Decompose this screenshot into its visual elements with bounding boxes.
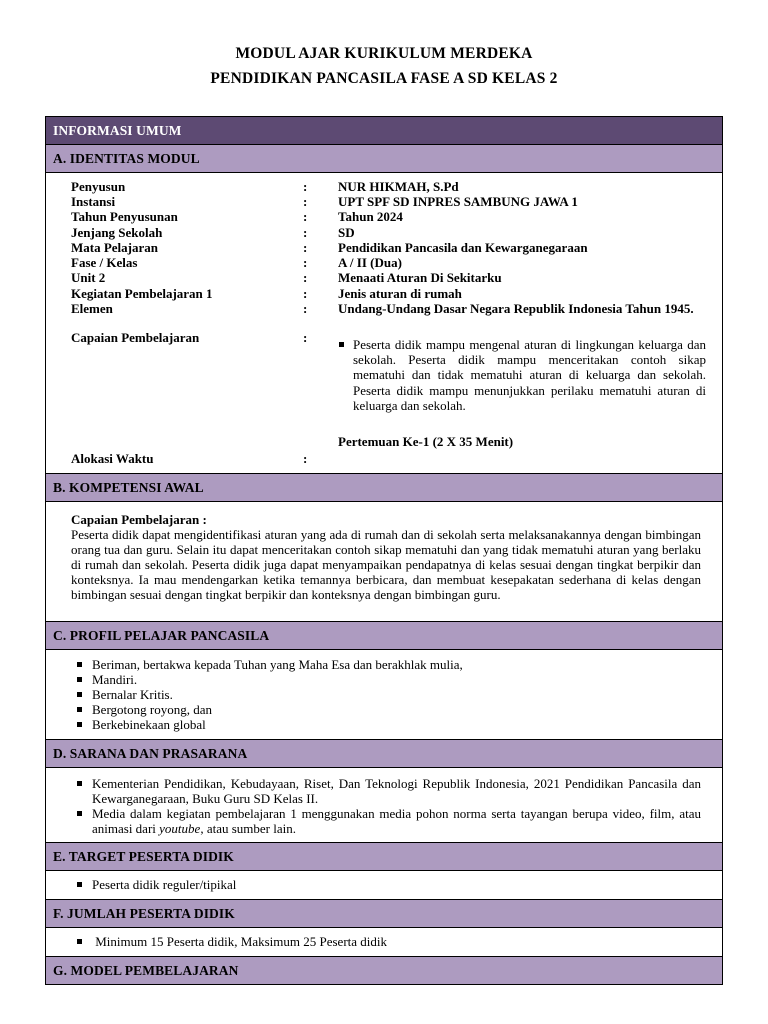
identity-value: Undang-Undang Dasar Negara Republik Indonesia Tahun 1945. — [338, 301, 694, 316]
identity-value: Tahun 2024 — [338, 209, 403, 224]
jumlah-peserta-box — [46, 928, 722, 957]
colon: : — [303, 255, 308, 270]
kompetensi-paragraph: Peserta didik dapat mengidentifikasi aturan yang ada di rumah dan di sekolah serta melaksanakannya dengan bimbingan orang tua dan guru. Selain itu dapat menceritakan contoh sikap mematuhi dan yang tidak mematuhi aturan yang berlaku di rumah dan sekolah. Peserta didik juga dapat menyampaikan pendapatnya di kelas sesuai dengan tingkat berpikir dan konteksnya. Ia mau mendengarkan ketika temannya berbicara, dan membuat kesepakatan sederhana di kelas dengan bimbingan sesuai dengan tingkat berpikir dan konteksnya dengan bimbingan guru. — [71, 527, 701, 602]
identity-value: Pendidikan Pancasila dan Kewarganegaraan — [338, 240, 588, 255]
target-peserta-box — [46, 871, 722, 900]
bullet-square-icon — [77, 692, 82, 697]
sarana-list — [71, 776, 701, 836]
colon: : — [303, 240, 308, 255]
document-title-line-1: MODUL AJAR KURIKULUM MERDEKA — [235, 45, 533, 62]
identity-value: Menaati Aturan Di Sekitarku — [338, 270, 502, 285]
colon: : — [303, 286, 308, 301]
bullet-square-icon — [77, 677, 82, 682]
bullet-square-icon — [77, 781, 82, 786]
module-table — [45, 116, 723, 985]
colon: : — [303, 270, 308, 285]
identity-label: Mata Pelajaran — [71, 240, 159, 255]
identity-label: Jenjang Sekolah — [71, 225, 163, 240]
colon: : — [303, 451, 308, 466]
profil-list — [71, 657, 701, 732]
list-item: Mandiri. — [71, 672, 701, 687]
section-header-identitas-modul: A. IDENTITAS MODUL — [46, 145, 722, 173]
bullet-square-icon — [339, 342, 344, 347]
colon: : — [303, 330, 308, 345]
identity-label: Tahun Penyusunan — [71, 209, 178, 224]
list-item: Media dalam kegiatan pembelajaran 1 menggunakan media pohon norma serta tayangan berupa video, film, atau animasi dari youtube, atau sumber lain. — [71, 806, 701, 836]
identity-label: Instansi — [71, 194, 116, 209]
capaian-list — [338, 337, 706, 413]
section-header-model-pembelajaran: G. MODEL PEMBELAJARAN — [46, 957, 722, 985]
colon: : — [303, 225, 308, 240]
section-header-informasi-umum: INFORMASI UMUM — [46, 117, 722, 145]
section-header-jumlah-peserta: F. JUMLAH PESERTA DIDIK — [46, 900, 722, 928]
pertemuan-text: Pertemuan Ke-1 (2 X 35 Menit) — [338, 434, 514, 449]
identity-label: Kegiatan Pembelajaran 1 — [71, 286, 213, 301]
list-item: Minimum 15 Peserta didik, Maksimum 25 Peserta didik — [71, 934, 701, 949]
alokasi-waktu-label: Alokasi Waktu — [71, 451, 154, 466]
identity-value: Jenis aturan di rumah — [338, 286, 462, 301]
identity-value: UPT SPF SD INPRES SAMBUNG JAWA 1 — [338, 194, 578, 209]
colon: : — [303, 194, 308, 209]
list-item: Kementerian Pendidikan, Kebudayaan, Riset, Dan Teknologi Republik Indonesia, 2021 Pendidikan Pancasila dan Kewarganegaraan, Buku Guru SD Kelas II. — [71, 776, 701, 806]
capaian-pembelajaran-label: Capaian Pembelajaran — [71, 330, 200, 345]
bullet-square-icon — [77, 722, 82, 727]
bullet-square-icon — [77, 707, 82, 712]
section-header-sarana-prasarana: D. SARANA DAN PRASARANA — [46, 740, 722, 768]
identity-label: Penyusun — [71, 179, 126, 194]
section-header-profil-pelajar: C. PROFIL PELAJAR PANCASILA — [46, 622, 722, 650]
list-item: Peserta didik mampu mengenal aturan di lingkungan keluarga dan sekolah. Peserta didik mampu menceritakan contoh sikap mematuhi dan tidak mematuhi aturan di keluarga dan sekolah. Peserta didik mampu menunjukkan perilaku mematuhi aturan di keluarga dan sekolah. — [338, 337, 706, 413]
sarana-prasarana-box — [46, 768, 722, 843]
profil-pelajar-box — [46, 650, 722, 740]
list-item: Peserta didik reguler/tipikal — [71, 877, 701, 892]
list-item: Berkebinekaan global — [71, 717, 701, 732]
list-item: Beriman, bertakwa kepada Tuhan yang Maha Esa dan berakhlak mulia, — [71, 657, 701, 672]
capaian-subheading: Capaian Pembelajaran : — [71, 512, 207, 527]
identity-value: SD — [338, 225, 355, 240]
section-header-target-peserta: E. TARGET PESERTA DIDIK — [46, 843, 722, 871]
document-title-line-2: PENDIDIKAN PANCASILA FASE A SD KELAS 2 — [210, 70, 558, 87]
identity-value: A / II (Dua) — [338, 255, 402, 270]
list-item: Bergotong royong, dan — [71, 702, 701, 717]
identitas-modul-box — [46, 173, 722, 474]
colon: : — [303, 301, 308, 316]
identity-label: Unit 2 — [71, 270, 106, 285]
bullet-square-icon — [77, 882, 82, 887]
section-header-kompetensi-awal: B. KOMPETENSI AWAL — [46, 474, 722, 502]
bullet-square-icon — [77, 811, 82, 816]
colon: : — [303, 209, 308, 224]
kompetensi-awal-box — [46, 502, 722, 622]
list-item: Bernalar Kritis. — [71, 687, 701, 702]
colon: : — [303, 179, 308, 194]
bullet-square-icon — [77, 939, 82, 944]
identity-label: Fase / Kelas — [71, 255, 138, 270]
bullet-square-icon — [77, 662, 82, 667]
identity-value: NUR HIKMAH, S.Pd — [338, 179, 459, 194]
identity-label: Elemen — [71, 301, 113, 316]
